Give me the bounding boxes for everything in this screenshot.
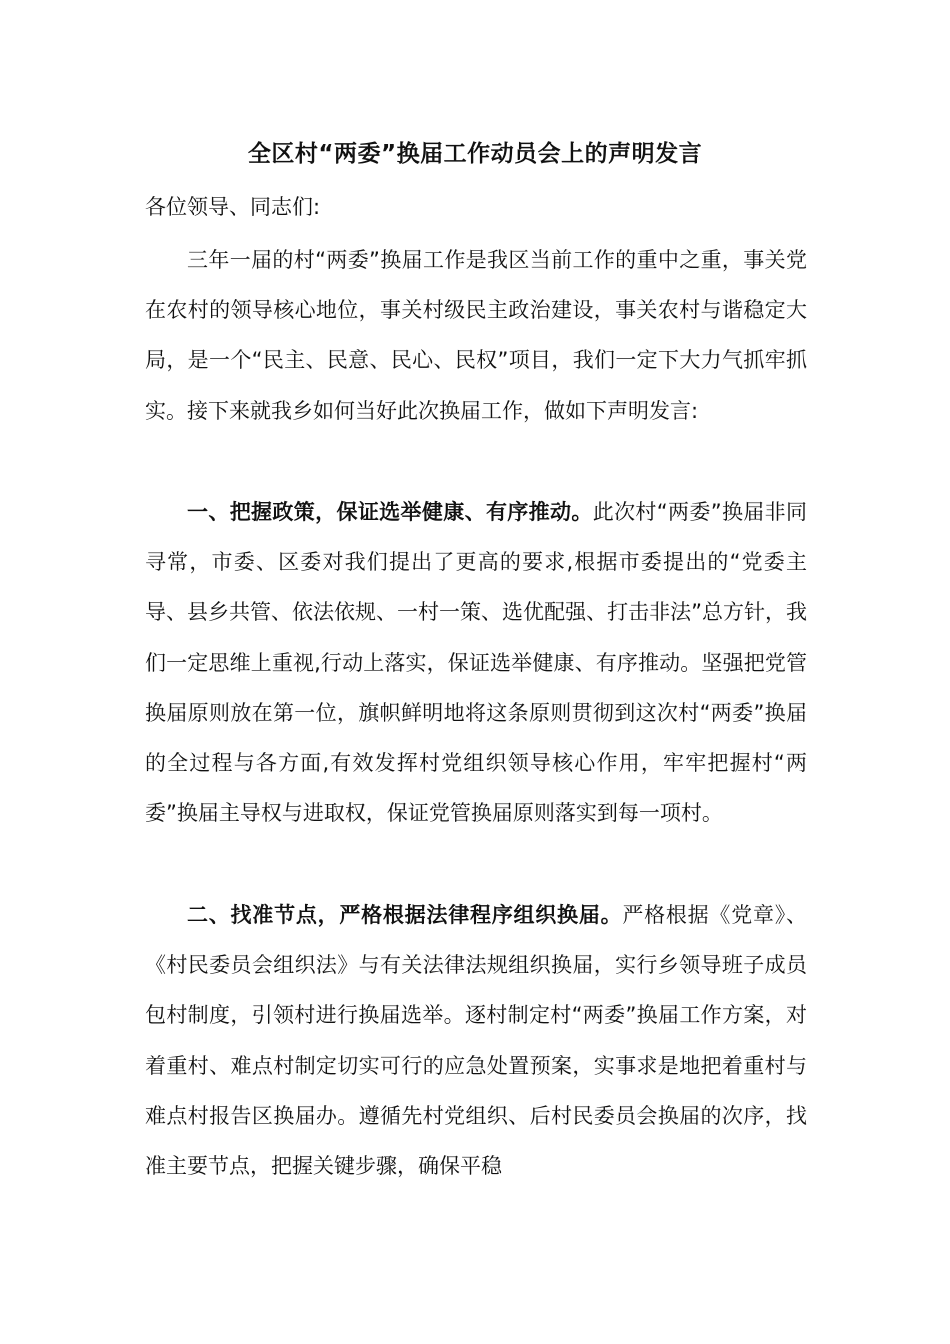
- section-2-text: 严格根据《党章》、《村民委员会组织法》与有关法律法规组织换届，实行乡领导班子成员包村制度，引领村进行换届选举。逐村制定村“两委”换届工作方案，对着重村、难点村制定切实可行的应急处置预案，实事求是地把着重村与难点村报告区换届办。遵循先村党组织、后村民委员会换届的次序，找准主要节点，把握关键步骤，确保平稳: [145, 903, 808, 1179]
- section-1-text: 此次村“两委”换届非同寻常，市委、区委对我们提出了更高的要求,根据市委提出的“党委主导、县乡共管、依法依规、一村一策、选优配强、打击非法”总方针，我们一定思维上重视,行动上落实，保证选举健康、有序推动。坚强把党管换届原则放在第一位，旗帜鲜明地将这条原则贯彻到这次村“两委”换届的全过程与各方面,有效发挥村党组织领导核心作用，牢牢把握村“两委”换届主导权与进取权，保证党管换届原则落实到每一项村。: [145, 500, 808, 826]
- section-1-heading: 一、把握政策，保证选举健康、有序推动。: [187, 500, 593, 524]
- paragraph-section-1: [145, 487, 807, 838]
- paragraph-intro: [145, 235, 807, 436]
- section-2-heading: 二、找准节点，严格根据法律程序组织换届。: [187, 903, 623, 927]
- document-title: 全区村“两委”换届工作动员会上的声明发言: [247, 141, 703, 167]
- paragraph-section-2: [145, 890, 807, 1191]
- salutation: 各位领导、同志们:: [145, 195, 321, 219]
- paragraph-intro-text: 三年一届的村“两委”换届工作是我区当前工作的重中之重，事关党在农村的领导核心地位，事关村级民主政治建设，事关农村与谐稳定大局，是一个“民主、民意、民心、民权”项目，我们一定下大力气抓牢抓实。接下来就我乡如何当好此次换届工作，做如下声明发言:: [145, 248, 807, 423]
